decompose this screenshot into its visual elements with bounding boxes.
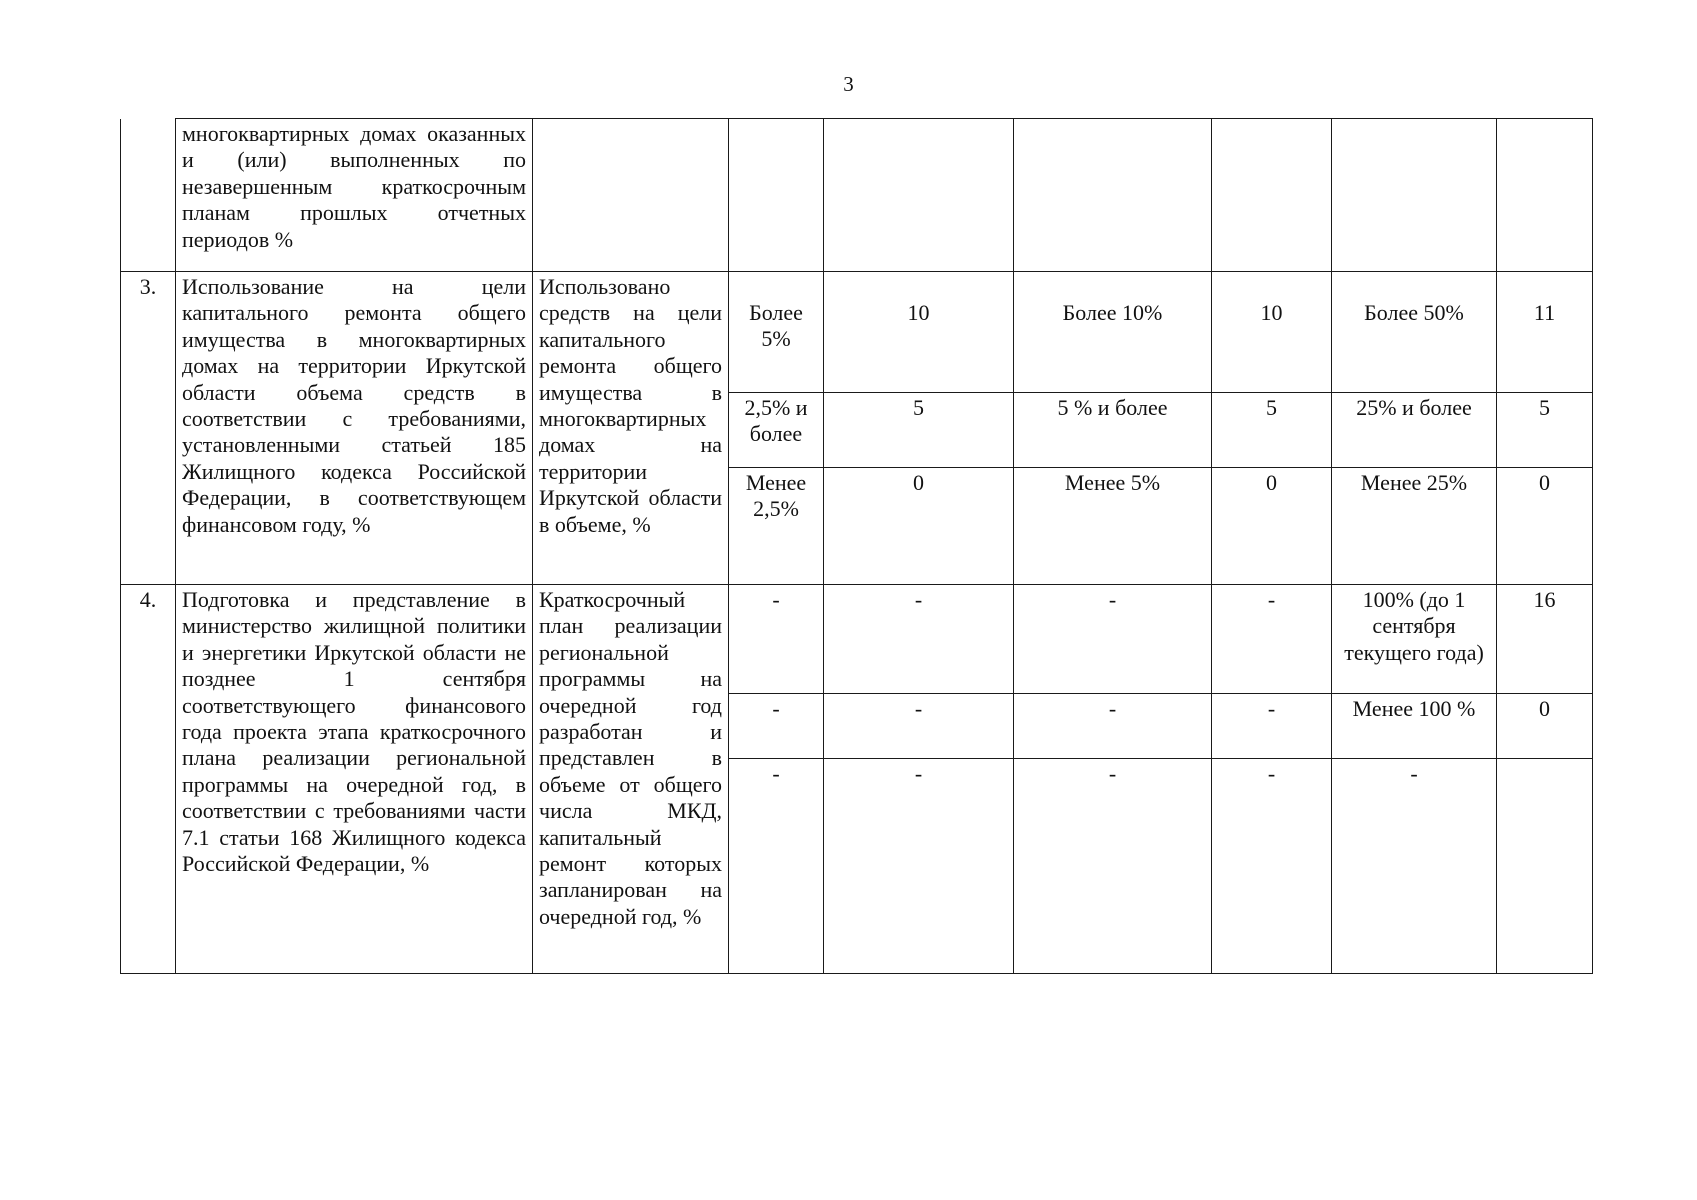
points-cell: 10: [1212, 272, 1332, 393]
value-cell: -: [1332, 759, 1497, 974]
indicator-cell: многоквартирных домах оказанных и (или) выполненных по незавершенным краткосрочным планам прошлых отчетных периодов %: [176, 119, 533, 272]
points-cell: [1212, 119, 1332, 272]
value-cell: 2,5% и более: [729, 393, 824, 468]
value-cell: -: [1014, 759, 1212, 974]
row-number: 3.: [121, 272, 176, 585]
points-cell: 0: [1212, 468, 1332, 585]
points-cell: [824, 119, 1014, 272]
value-cell: 25% и более: [1332, 393, 1497, 468]
value-cell: Более 10%: [1014, 272, 1212, 393]
points-cell: 5: [1212, 393, 1332, 468]
value-cell: Более 50%: [1332, 272, 1497, 393]
indicator-cell: Использование на цели капитального ремонта общего имущества в многоквартирных домах на территории Иркутской области объема средств в соответствии с требованиями, установленными статьей 185 Жилищного кодекса Российской Федерации, в соответствующем финансовом году, %: [176, 272, 533, 585]
value-cell: 5 % и более: [1014, 393, 1212, 468]
criterion-cell: [533, 119, 729, 272]
points-cell: -: [1212, 694, 1332, 759]
value-cell: [1014, 119, 1212, 272]
points-cell: 5: [824, 393, 1014, 468]
points-cell: 0: [1497, 468, 1593, 585]
criterion-cell: Краткосрочный план реализации региональной программы на очередной год разработан и представлен в объеме от общего числа МКД, капитальный ремонт которых запланирован на очередной год, %: [533, 585, 729, 974]
points-cell: -: [824, 585, 1014, 694]
points-cell: 0: [1497, 694, 1593, 759]
value-cell: [1332, 119, 1497, 272]
points-cell: 11: [1497, 272, 1593, 393]
value-cell: Менее 100 %: [1332, 694, 1497, 759]
points-cell: 16: [1497, 585, 1593, 694]
value-cell: 100% (до 1 сентября текущего года): [1332, 585, 1497, 694]
row-number: [121, 119, 176, 272]
points-cell: -: [1212, 585, 1332, 694]
criterion-cell: Использовано средств на цели капитального ремонта общего имущества в многоквартирных домах на территории Иркутской области в объеме, %: [533, 272, 729, 585]
points-cell: [1497, 119, 1593, 272]
value-cell: -: [729, 759, 824, 974]
value-cell: Менее 5%: [1014, 468, 1212, 585]
points-cell: 10: [824, 272, 1014, 393]
points-cell: -: [824, 694, 1014, 759]
indicator-cell: Подготовка и представление в министерство жилищной политики и энергетики Иркутской области не позднее 1 сентября соответствующего финансового года проекта этапа краткосрочного плана реализации региональной программы на очередной год, в соответствии с требованиями части 7.1 статьи 168 Жилищного кодекса Российской Федерации, %: [176, 585, 533, 974]
criteria-table: [120, 118, 1593, 974]
row-number: 4.: [121, 585, 176, 974]
table-row: [121, 119, 1593, 272]
points-cell: 0: [824, 468, 1014, 585]
value-cell: Менее 2,5%: [729, 468, 824, 585]
value-cell: Менее 25%: [1332, 468, 1497, 585]
value-cell: -: [729, 585, 824, 694]
value-cell: -: [1014, 585, 1212, 694]
value-cell: -: [1014, 694, 1212, 759]
points-cell: -: [824, 759, 1014, 974]
points-cell: 5: [1497, 393, 1593, 468]
value-cell: [729, 119, 824, 272]
table-row: [121, 272, 1593, 393]
table-row: [121, 585, 1593, 694]
value-cell: Более 5%: [729, 272, 824, 393]
points-cell: -: [1212, 759, 1332, 974]
value-cell: -: [729, 694, 824, 759]
points-cell: [1497, 759, 1593, 974]
page-number: 3: [843, 72, 854, 96]
